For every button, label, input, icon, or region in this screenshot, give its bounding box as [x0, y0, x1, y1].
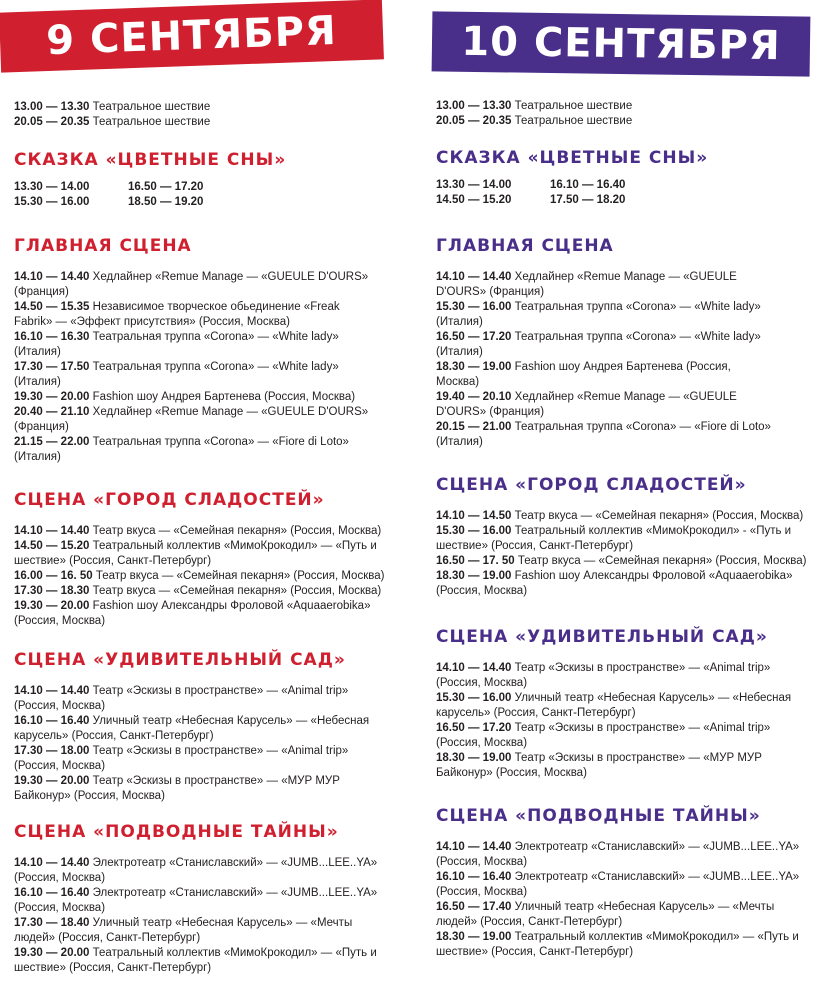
- schedule-text: (Россия, Москва): [14, 615, 106, 627]
- schedule-text: Театр вкуса — «Семейная пекарня» (Россия, Москва): [95, 570, 385, 582]
- schedule-line: [436, 676, 808, 691]
- section-gorod-sladostey: [14, 490, 406, 629]
- skazka-times: [436, 178, 808, 208]
- schedule-text: (Россия, Москва): [436, 585, 528, 597]
- schedule-time: 14.50 — 15.20: [436, 194, 512, 206]
- schedule-time: 14.10 — 14.40: [14, 857, 90, 869]
- schedule-text: Электротеатр «Станиславский» — «JUMB...LEE..YA»: [92, 887, 378, 899]
- schedule-text: Fashion шоу Александры Фроловой «Aquaaerobika»: [514, 570, 793, 582]
- schedule-text: Fashion шоу Андрея Бартенева (Россия, Москва): [92, 391, 356, 403]
- schedule-text: Хедлайнер «Remue Manage — «GUEULE D'OURS»: [92, 406, 369, 418]
- schedule-line: [14, 961, 406, 976]
- schedule-time: 16.50 — 17.20: [436, 722, 512, 734]
- schedule-text: Театральная труппа «Corona» — «White lady»: [514, 301, 761, 313]
- schedule-line: [14, 375, 406, 390]
- schedule-time: 16.10 — 16.40: [550, 179, 626, 191]
- schedule-time: 14.10 — 14.50: [436, 510, 512, 522]
- schedule-line: [436, 539, 808, 554]
- schedule-text: Хедлайнер «Remue Manage — «GUEULE: [514, 271, 737, 283]
- schedule-text: Театр «Эскизы в пространстве» — «Animal trip»: [92, 745, 349, 757]
- schedule-text: (Россия, Москва): [14, 700, 106, 712]
- schedule-text: Москва): [436, 376, 480, 388]
- schedule-time: 13.00 — 13.30: [436, 100, 512, 112]
- schedule-text: Хедлайнер «Remue Manage — «GUEULE D'OURS»: [92, 271, 369, 283]
- section-heading: ГЛАВНАЯ СЦЕНА: [436, 236, 614, 256]
- schedule-text: шествие» (Россия, Санкт-Петербург): [14, 555, 212, 567]
- section-main-stage: [14, 236, 406, 465]
- schedule-line: [436, 405, 808, 420]
- schedule-text: (Россия, Москва): [436, 886, 528, 898]
- schedule-time: 18.30 — 19.00: [436, 931, 512, 943]
- schedule-list: [14, 270, 406, 465]
- schedule-list: [14, 856, 406, 976]
- schedule-text: Электротеатр «Станиславский» — «JUMB...LEE..YA»: [92, 857, 378, 869]
- section-podvodnye-tainy: [14, 822, 406, 976]
- schedule-line: [14, 524, 406, 539]
- section-heading: ГЛАВНАЯ СЦЕНА: [14, 236, 192, 256]
- schedule-text: Театральный коллектив «МимоКрокодил» — «Путь и: [92, 947, 377, 959]
- schedule-text: Театр вкуса — «Семейная пекарня» (Россия, Москва): [514, 510, 804, 522]
- schedule-time: 15.30 — 16.00: [436, 525, 512, 537]
- schedule-line: [14, 569, 406, 584]
- section-podvodnye-tainy: [436, 806, 808, 960]
- schedule-line: [14, 450, 406, 465]
- schedule-line: [436, 691, 808, 706]
- section-heading: СЦЕНА «ГОРОД СЛАДОСТЕЙ»: [436, 475, 747, 495]
- schedule-time: 16.10 — 16.40: [14, 887, 90, 899]
- schedule-text: Театральная труппа «Corona» — «White lady»: [514, 331, 761, 343]
- schedule-time: 16.10 — 16.30: [14, 331, 90, 343]
- schedule-text: (Италия): [436, 346, 483, 358]
- schedule-line: [436, 390, 808, 405]
- schedule-text: Театральное шествие: [514, 100, 633, 112]
- schedule-line: [14, 744, 406, 759]
- schedule-line: [436, 330, 808, 345]
- schedule-line: [14, 345, 406, 360]
- section-udivitelny-sad: [436, 627, 808, 781]
- schedule-line: [436, 736, 808, 751]
- schedule-text: (Италия): [14, 346, 61, 358]
- schedule-text: (Россия, Москва): [436, 856, 528, 868]
- schedule-text: Театральная труппа «Corona» — «White lady»: [92, 331, 339, 343]
- schedule-time: 19.30 — 20.00: [14, 391, 90, 403]
- schedule-line: [436, 751, 808, 766]
- schedule-text: Театральный коллектив «МимоКрокодил» — «Путь и: [92, 540, 377, 552]
- schedule-text: карусель» (Россия, Санкт-Петербург): [436, 707, 636, 719]
- schedule-text: Уличный театр «Небесная Карусель» — «Небесная: [92, 715, 370, 727]
- section-heading: СЦЕНА «ПОДВОДНЫЕ ТАЙНЫ»: [436, 806, 761, 826]
- schedule-line: [436, 300, 808, 315]
- schedule-text: людей» (Россия, Санкт-Петербург): [14, 932, 201, 944]
- day-banner-label: 10 СЕНТЯБРЯ: [460, 18, 782, 70]
- schedule-time: 18.50 — 19.20: [128, 196, 204, 208]
- schedule-line: [14, 115, 406, 130]
- schedule-line: [436, 945, 808, 960]
- schedule-text: (Италия): [436, 436, 483, 448]
- schedule-line: [436, 360, 808, 375]
- schedule-line: [436, 345, 808, 360]
- schedule-text: Театральный коллектив «МимоКрокодил» — «Путь и: [514, 931, 799, 943]
- schedule-time: 14.50 — 15.35: [14, 301, 90, 313]
- schedule-text: шествие» (Россия, Санкт-Петербург): [436, 540, 634, 552]
- schedule-time: 14.10 — 14.40: [436, 271, 512, 283]
- schedule-time: 14.10 — 14.40: [14, 271, 90, 283]
- schedule-line: [436, 420, 808, 435]
- schedule-time: 13.00 — 13.30: [14, 101, 90, 113]
- schedule-line: [14, 390, 406, 405]
- schedule-line: [436, 270, 808, 285]
- schedule-time: 17.30 — 18.30: [14, 585, 90, 597]
- schedule-line: [14, 684, 406, 699]
- schedule-line: [14, 360, 406, 375]
- schedule-text: Fashion шоу Андрея Бартенева (Россия,: [514, 361, 731, 373]
- schedule-line: [14, 789, 406, 804]
- intro-schedule: [14, 100, 406, 130]
- schedule-text: шествие» (Россия, Санкт-Петербург): [14, 962, 212, 974]
- schedule-text: Театральное шествие: [514, 115, 633, 127]
- schedule-text: (Франция): [14, 421, 69, 433]
- schedule-text: Театр «Эскизы в пространстве» — «МУР МУР: [514, 752, 762, 764]
- schedule-line: [436, 509, 808, 524]
- schedule-time: 14.10 — 14.40: [436, 662, 512, 674]
- schedule-time: 13.30 — 14.00: [14, 181, 90, 193]
- schedule-text: (Россия, Москва): [436, 677, 528, 689]
- schedule-list: [436, 509, 808, 599]
- section-heading: СЦЕНА «УДИВИТЕЛЬНЫЙ САД»: [14, 650, 346, 670]
- section-main-stage: [436, 236, 808, 450]
- schedule-text: (Италия): [14, 376, 61, 388]
- schedule-line: [436, 766, 808, 781]
- schedule-line: [14, 729, 406, 744]
- schedule-line: [14, 435, 406, 450]
- schedule-line: [436, 706, 808, 721]
- schedule-text: Театр вкуса — «Семейная пекарня» (Россия, Москва): [92, 585, 382, 597]
- schedule-time: 14.50 — 15.20: [14, 540, 90, 552]
- day-banner-sep-9: [0, 0, 384, 73]
- schedule-line: [14, 774, 406, 789]
- schedule-line: [14, 946, 406, 961]
- schedule-time: 16.10 — 16.40: [436, 871, 512, 883]
- schedule-text: Хедлайнер «Remue Manage — «GUEULE: [514, 391, 737, 403]
- section-heading: СЦЕНА «УДИВИТЕЛЬНЫЙ САД»: [436, 627, 768, 647]
- schedule-line: [436, 584, 808, 599]
- skazka-times: [14, 180, 406, 210]
- schedule-text: Байконур» (Россия, Москва): [436, 767, 587, 779]
- schedule-list: [14, 524, 406, 629]
- schedule-time: 17.30 — 18.40: [14, 917, 90, 929]
- schedule-line: [14, 420, 406, 435]
- schedule-text: шествие» (Россия, Санкт-Петербург): [436, 946, 634, 958]
- schedule-line: [14, 539, 406, 554]
- schedule-text: (Италия): [14, 451, 61, 463]
- schedule-line: [436, 930, 808, 945]
- schedule-time: 16.50 — 17.20: [436, 331, 512, 343]
- schedule-list: [14, 684, 406, 804]
- schedule-line: [14, 270, 406, 285]
- section-heading: СЦЕНА «ГОРОД СЛАДОСТЕЙ»: [14, 490, 325, 510]
- schedule-text: Уличный театр «Небесная Карусель» — «Небесная: [514, 692, 792, 704]
- schedule-text: (Россия, Москва): [14, 902, 106, 914]
- schedule-line: [14, 599, 406, 614]
- schedule-text: людей» (Россия, Санкт-Петербург): [436, 916, 623, 928]
- schedule-text: Театр «Эскизы в пространстве» — «Animal trip»: [514, 662, 771, 674]
- schedule-line: [14, 584, 406, 599]
- schedule-text: Fabrik» — «Эффект присутствия» (Россия, Москва): [14, 316, 290, 328]
- schedule-time: 15.30 — 16.00: [436, 692, 512, 704]
- schedule-text: Независимое творческое обьединение «Freak: [92, 301, 340, 313]
- schedule-time: 16.50 — 17. 50: [436, 555, 515, 567]
- schedule-time: 14.10 — 14.40: [14, 685, 90, 697]
- schedule-line: [436, 375, 808, 390]
- schedule-list: [436, 840, 808, 960]
- schedule-line: [14, 330, 406, 345]
- schedule-time: 20.15 — 21.00: [436, 421, 512, 433]
- schedule-line: [14, 300, 406, 315]
- schedule-time: 15.30 — 16.00: [14, 196, 90, 208]
- schedule-text: Театральное шествие: [92, 101, 211, 113]
- schedule-line: [436, 661, 808, 676]
- schedule-time: 17.50 — 18.20: [550, 194, 626, 206]
- schedule-line: [14, 886, 406, 901]
- schedule-line: [14, 916, 406, 931]
- schedule-text: Электротеатр «Станиславский» — «JUMB...LEE..YA»: [514, 841, 800, 853]
- schedule-text: (Россия, Москва): [436, 737, 528, 749]
- schedule-time: 17.30 — 17.50: [14, 361, 90, 373]
- schedule-text: Электротеатр «Станиславский» — «JUMB...LEE..YA»: [514, 871, 800, 883]
- schedule-line: [14, 714, 406, 729]
- schedule-text: Театр «Эскизы в пространстве» — «Animal trip»: [514, 722, 771, 734]
- schedule-text: D'OURS» (Франция): [436, 286, 545, 298]
- schedule-line: [14, 285, 406, 300]
- schedule-time: 16.50 — 17.40: [436, 901, 512, 913]
- schedule-line: [436, 870, 808, 885]
- schedule-text: Театр «Эскизы в пространстве» — «МУР МУР: [92, 775, 340, 787]
- section-udivitelny-sad: [14, 650, 406, 804]
- schedule-line: [14, 856, 406, 871]
- section-gorod-sladostey: [436, 475, 808, 599]
- intro-schedule: [436, 99, 808, 129]
- schedule-line: [436, 435, 808, 450]
- schedule-time: 21.15 — 22.00: [14, 436, 90, 448]
- schedule-text: Уличный театр «Небесная Карусель» — «Мечты: [92, 917, 353, 929]
- schedule-line: [436, 99, 808, 114]
- schedule-line: [436, 554, 808, 569]
- schedule-text: Театральный коллектив «МимоКрокодил» - «Путь и: [514, 525, 792, 537]
- schedule-line: [436, 114, 808, 129]
- schedule-text: D'OURS» (Франция): [436, 406, 545, 418]
- schedule-line: [436, 915, 808, 930]
- schedule-line: [14, 100, 406, 115]
- schedule-line: [436, 721, 808, 736]
- schedule-time: 15.30 — 16.00: [436, 301, 512, 313]
- section-skazka: [436, 148, 808, 208]
- schedule-time: 18.30 — 19.00: [436, 361, 512, 373]
- schedule-line: [436, 885, 808, 900]
- schedule-text: Театральная труппа «Corona» — «White lady»: [92, 361, 339, 373]
- schedule-time: 13.30 — 14.00: [436, 179, 512, 191]
- schedule-line: [14, 315, 406, 330]
- schedule-text: Театр «Эскизы в пространстве» — «Animal trip»: [92, 685, 349, 697]
- schedule-line: [14, 759, 406, 774]
- schedule-time: 19.30 — 20.00: [14, 947, 90, 959]
- schedule-text: Fashion шоу Александры Фроловой «Aquaaerobika»: [92, 600, 371, 612]
- schedule-text: Театральная труппа «Corona» — «Fiore di Loto»: [92, 436, 349, 448]
- schedule-list: [436, 661, 808, 781]
- schedule-list: [436, 270, 808, 450]
- schedule-text: Уличный театр «Небесная Карусель» — «Мечты: [514, 901, 775, 913]
- schedule-text: (Россия, Москва): [14, 760, 106, 772]
- schedule-text: (Италия): [436, 316, 483, 328]
- schedule-text: Театр вкуса — «Семейная пекарня» (Россия, Москва): [92, 525, 382, 537]
- schedule-line: [14, 901, 406, 916]
- schedule-time: 16.50 — 17.20: [128, 181, 204, 193]
- schedule-time: 20.40 — 21.10: [14, 406, 90, 418]
- section-skazka: [14, 150, 406, 210]
- schedule-time: 20.05 — 20.35: [436, 115, 512, 127]
- schedule-line: [436, 285, 808, 300]
- schedule-text: карусель» (Россия, Санкт-Петербург): [14, 730, 214, 742]
- schedule-line: [436, 524, 808, 539]
- schedule-text: Байконур» (Россия, Москва): [14, 790, 165, 802]
- schedule-line: [436, 840, 808, 855]
- schedule-line: [436, 900, 808, 915]
- schedule-time: 16.10 — 16.40: [14, 715, 90, 727]
- section-heading: СКАЗКА «ЦВЕТНЫЕ СНЫ»: [436, 148, 709, 168]
- schedule-text: Театр вкуса — «Семейная пекарня» (Россия, Москва): [517, 555, 807, 567]
- schedule-time: 16.00 — 16. 50: [14, 570, 93, 582]
- schedule-text: Театральная труппа «Corona» — «Fiore di Loto»: [514, 421, 771, 433]
- schedule-line: [436, 315, 808, 330]
- schedule-time: 17.30 — 18.00: [14, 745, 90, 757]
- section-heading: СКАЗКА «ЦВЕТНЫЕ СНЫ»: [14, 150, 287, 170]
- schedule-time: 19.30 — 20.00: [14, 775, 90, 787]
- schedule-line: [14, 554, 406, 569]
- schedule-line: [436, 855, 808, 870]
- section-heading: СЦЕНА «ПОДВОДНЫЕ ТАЙНЫ»: [14, 822, 339, 842]
- schedule-line: [14, 871, 406, 886]
- schedule-text: (Россия, Москва): [14, 872, 106, 884]
- schedule-line: [14, 405, 406, 420]
- schedule-time: 20.05 — 20.35: [14, 116, 90, 128]
- schedule-text: Театральное шествие: [92, 116, 211, 128]
- schedule-time: 19.40 — 20.10: [436, 391, 512, 403]
- schedule-time: 14.10 — 14.40: [14, 525, 90, 537]
- schedule-line: [14, 699, 406, 714]
- day-banner-sep-10: [432, 11, 811, 76]
- schedule-line: [14, 931, 406, 946]
- schedule-time: 18.30 — 19.00: [436, 570, 512, 582]
- schedule-time: 18.30 — 19.00: [436, 752, 512, 764]
- schedule-line: [14, 614, 406, 629]
- schedule-time: 14.10 — 14.40: [436, 841, 512, 853]
- schedule-time: 19.30 — 20.00: [14, 600, 90, 612]
- day-banner-label: 9 СЕНТЯБРЯ: [45, 7, 338, 65]
- schedule-text: (Франция): [14, 286, 69, 298]
- schedule-line: [436, 569, 808, 584]
